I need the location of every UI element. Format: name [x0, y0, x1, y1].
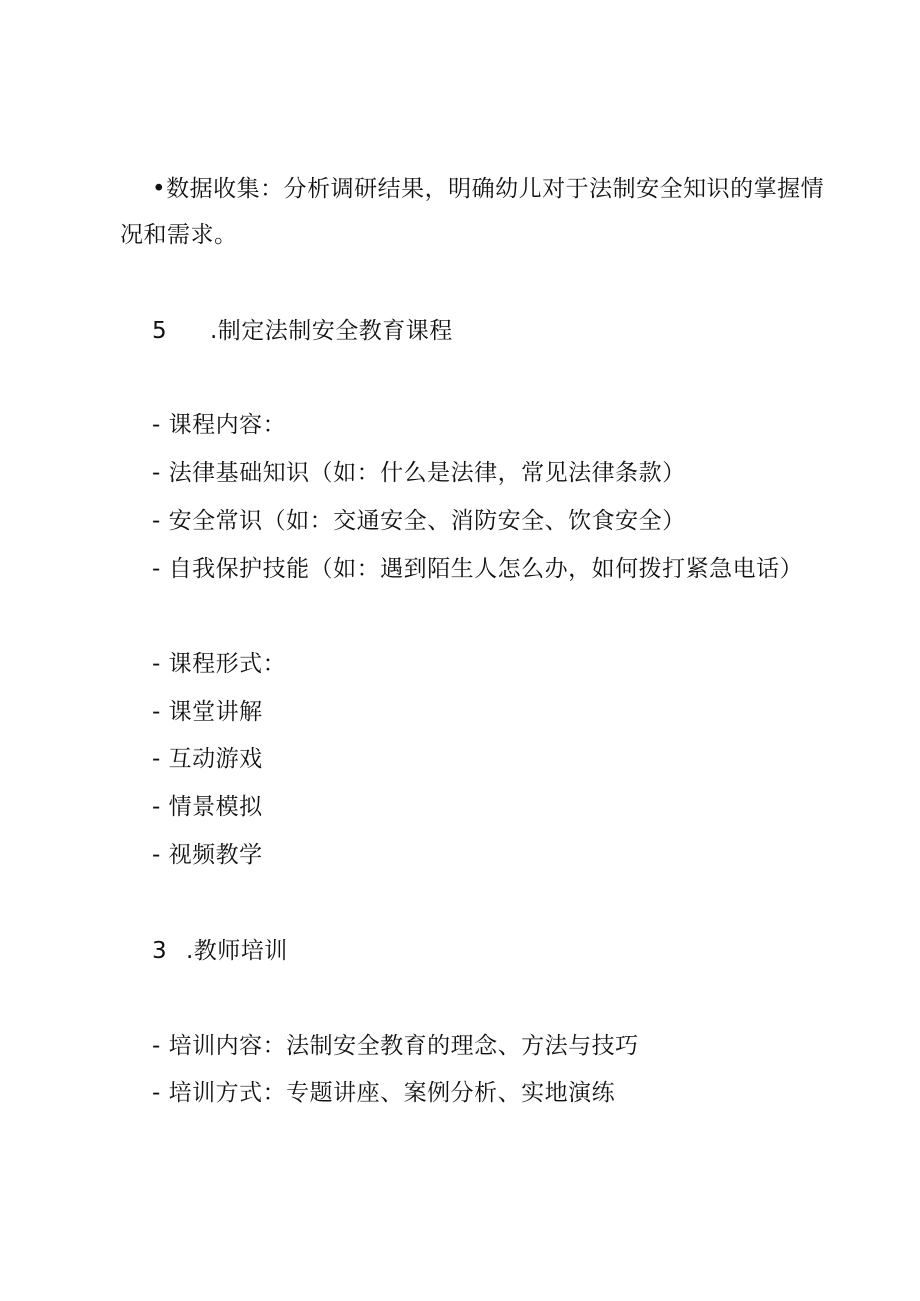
section-number: 3 — [152, 938, 167, 964]
paragraph-line-1: •数据收集：分析调研结果，明确幼儿对于法制安全知识的掌握情 — [152, 176, 825, 202]
list-item: - 情景模拟 — [152, 794, 263, 820]
list-header: - 课程内容： — [152, 412, 287, 438]
list-item: - 自我保护技能（如：遇到陌生人怎么办，如何拨打紧急电话） — [152, 556, 804, 582]
section-title: .制定法制安全教育课程 — [210, 318, 453, 344]
section-title: .教师培训 — [186, 938, 288, 964]
list-item: - 培训内容：法制安全教育的理念、方法与技巧 — [152, 1033, 639, 1059]
list-item: - 培训方式：专题讲座、案例分析、实地演练 — [152, 1080, 616, 1106]
section-number: 5 — [152, 318, 167, 344]
list-item: - 视频教学 — [152, 842, 263, 868]
list-header: - 课程形式： — [152, 651, 287, 677]
list-item: - 课堂讲解 — [152, 699, 263, 725]
paragraph-line-2: 况和需求。 — [120, 222, 238, 248]
list-item: - 互动游戏 — [152, 746, 263, 772]
list-item: - 法律基础知识（如：什么是法律，常见法律条款） — [152, 460, 686, 486]
list-item: - 安全常识（如：交通安全、消防安全、饮食安全） — [152, 508, 686, 534]
